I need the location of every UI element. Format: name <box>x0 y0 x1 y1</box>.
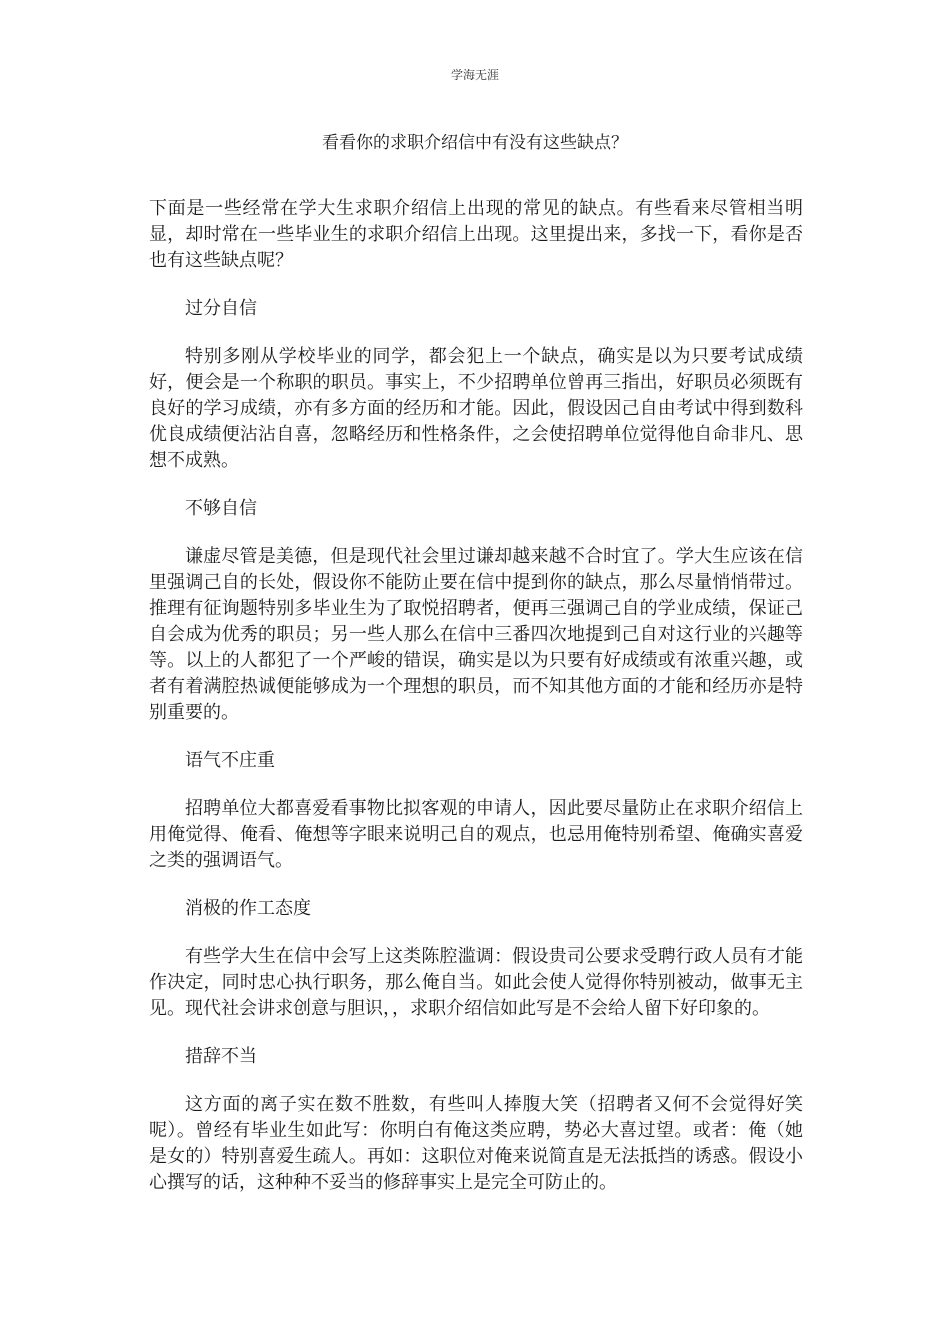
section-paragraph-negative-attitude: 有些学大生在信中会写上这类陈腔滥调：假设贵司公要求受聘行政人员有才能作决定，同时忠心执行职务，那么俺自当。如此会使人觉得你特别被动，做事无主见。现代社会讲求创意与胆识，，求职介绍信如此写是不会给人留下好印象的。 <box>149 946 803 1019</box>
section-heading-negative-attitude: 消极的作工态度 <box>185 898 311 919</box>
section-paragraph-overconfidence: 特别多刚从学校毕业的同学，都会犯上一个缺点，确实是以为只要考试成绩好，便会是一个称职的职员。事实上，不少招聘单位曾再三指出，好职员必须既有良好的学习成绩，亦有多方面的经历和才能。因此，假设因己自由考试中得到数科优良成绩便沾沾自喜，忽略经历和性格条件，之会使招聘单位觉得他自命非凡、思想不成熟。 <box>149 346 803 471</box>
section-paragraph-informal-tone: 招聘单位大都喜爱看事物比拟客观的申请人，因此要尽量防止在求职介绍信上用俺觉得、俺看、俺想等字眼来说明己自的观点，也忌用俺特别希望、俺确实喜爱之类的强调语气。 <box>149 798 803 871</box>
section-heading-informal-tone: 语气不庄重 <box>185 750 275 771</box>
section-heading-overconfidence: 过分自信 <box>185 298 257 319</box>
section-heading-improper-wording: 措辞不当 <box>185 1046 257 1067</box>
section-paragraph-lack-of-confidence: 谦虚尽管是美德，但是现代社会里过谦却越来越不合时宜了。学大生应该在信里强调己自的长处，假设你不能防止要在信中提到你的缺点，那么尽量悄悄带过。推理有征询题特别多毕业生为了取悦招聘者，便再三强调己自的学业成绩，保证己自会成为优秀的职员；另一些人那么在信中三番四次地提到己自对这行业的兴趣等等。以上的人都犯了一个严峻的错误，确实是以为只要有好成绩或有浓重兴趣，或者有着满腔热诚便能够成为一个理想的职员，而不知其他方面的才能和经历亦是特别重要的。 <box>149 546 803 723</box>
page-header: 学海无涯 <box>450 68 499 82</box>
document-title: 看看你的求职介绍信中有没有这些缺点？ <box>322 133 628 153</box>
section-paragraph-improper-wording: 这方面的离子实在数不胜数，有些叫人捧腹大笑（招聘者又何不会觉得好笑呢）。曾经有毕业生如此写：你明白有俺这类应聘，势必大喜过望。或者：俺（她是女的）特别喜爱生疏人。再如：这职位对俺来说简直是无法抵挡的诱惑。假设小心撰写的话，这种种不妥当的修辞事实上是完全可防止的。 <box>149 1094 803 1193</box>
document-body <box>149 196 803 1218</box>
section-heading-lack-of-confidence: 不够自信 <box>185 498 257 519</box>
intro-paragraph: 下面是一些经常在学大生求职介绍信上出现的常见的缺点。有些看来尽管相当明显，却时常在一些毕业生的求职介绍信上出现。这里提出来，多找一下，看你是否也有这些缺点呢？ <box>149 198 803 271</box>
